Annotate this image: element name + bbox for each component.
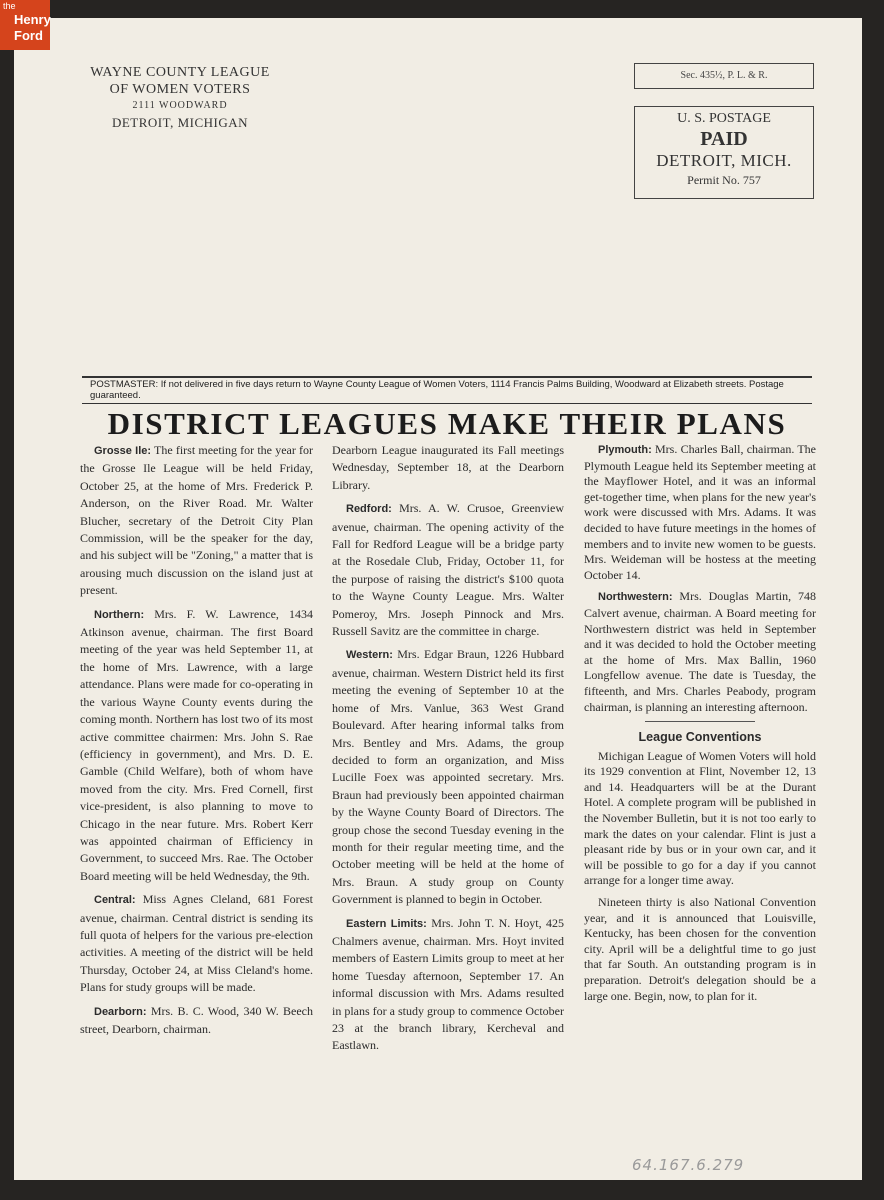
district-text: Mrs. A. W. Crusoe, Greenview avenue, chairman. The opening activity of the Fall for Redford League will be a bridge party at the Rosedale Club, Friday, October 11, for the purpose of raising the district's $100 quota to the Wayne County League. Mrs. Walter Pomeroy, Mrs. Joseph Pinnock and Mrs. Russell Savitz are the committee in charge. [332, 501, 565, 639]
district-text: Mrs. F. W. Lawrence, 1434 Atkinson avenue, chairman. The first Board meeting of the year was held September 11, at the home of Mrs. Lawrence, with a large attendance. Plans were made for co-operating in the various Wayne County events during the coming month. Northern has lost two of its most active committee chairmen: Mrs. John S. Rae (efficiency in government), and Mrs. D. E. Gamble (Child Welfare), both of whom have moved from the city. Mrs. Fred Cornell, first vice-president, is also planning to move to Chicago in the near future. Mrs. Robert Kerr was appointed chairman of Efficiency in Government, to succeed Mrs. Rae. The October Board meeting will be held Wednesday, the 9th. [80, 606, 313, 883]
district-label: Northern: [94, 608, 145, 621]
district-paragraph [80, 606, 313, 886]
return-address [70, 64, 290, 131]
postage-line1: U. S. POSTAGE [677, 111, 771, 126]
logo-henry: Henry [14, 12, 51, 27]
return-address-line3: 2111 WOODWARD [132, 100, 228, 111]
district-text: Miss Agnes Cleland, 681 Forest avenue, chairman. Central district is sending its full quota of helpers for the various pre-election activities. A meeting of the district will be held Thursday, October 24, at Miss Cleland's home. Plans for study groups will be made. [80, 892, 313, 995]
headline: DISTRICT LEAGUES MAKE THEIR PLANS [107, 406, 787, 441]
district-label: Western: [346, 649, 393, 662]
district-paragraph [332, 442, 564, 494]
conventions-paragraph: Nineteen thirty is also National Convention year, and it is announced that Louisville, Kentucky, has been chosen for the convention city. April will be a delightful time to go just that far South. An outstanding program is in preparation. Detroit's delegation should be a large one. Begin, now, to plan for it. [584, 895, 816, 1003]
conventions-heading: League Conventions [638, 730, 762, 745]
district-label: Plymouth: [598, 444, 652, 456]
postage-paid: PAID [700, 128, 748, 150]
postage-permit: Permit No. 757 [687, 173, 761, 187]
district-paragraph [332, 646, 564, 908]
district-text: Mrs. B. C. Wood, 340 W. Beech street, Dearborn, chairman. [80, 1003, 314, 1036]
return-address-line1: WAYNE COUNTY LEAGUE [90, 65, 270, 80]
postage-city: DETROIT, MICH. [656, 151, 792, 170]
district-paragraph [332, 500, 564, 640]
district-label: Grosse Ile: [94, 445, 152, 457]
conventions-paragraph: Michigan League of Women Voters will hold its 1929 convention at Flint, November 12, 13 and 14. Headquarters will be at the Durant Hotel. A complete program will be published in the November Bulletin, but it is not too early to mark the dates on your calendar. Flint is just a pleasant ride by bus or in your own car, and it will be possible to go for a day if you cannot arrange for a longer time away. [584, 748, 816, 888]
district-paragraph [80, 891, 313, 996]
district-paragraph [584, 589, 816, 715]
logo-ford: Ford [14, 28, 43, 43]
column-2 [332, 442, 564, 1061]
district-paragraph [80, 442, 313, 600]
district-paragraph [584, 442, 816, 583]
district-text: Mrs. Douglas Martin, 748 Calvert avenue, chairman. A Board meeting for Northwestern district was held in September and it was decided to hold the October meeting at the home of Mrs. Max Ballin, 1960 Longfellow avenue. The date is Tuesday, the fifteenth, and Mrs. Charles Peabody, program chairman, is planning an interesting afternoon. [584, 589, 816, 714]
district-label: Dearborn: [94, 1005, 147, 1018]
accession-number: 64.167.6.279 [632, 1156, 745, 1174]
postage-indicia [634, 106, 814, 199]
district-label: Eastern Limits: [346, 917, 427, 930]
postal-section-box: Sec. 435½, P. L. & R. [634, 63, 814, 89]
bottom-rule [82, 403, 812, 404]
district-text: Mrs. Charles Ball, chairman. The Plymouth League held its September meeting at the Mayflower Hotel, and it was an informal get-together time, when plans for the new year's work were discussed with Mrs. Adams. It was decided to have future meetings in the homes of members and to invite new women to be guests. Mrs. Weideman will be hostess at the meeting October 14. [584, 442, 817, 582]
district-label: Central: [94, 894, 136, 907]
district-text: Mrs. Edgar Braun, 1226 Hubbard avenue, chairman. Western District held its first meeting the evening of September 10 at the home of Mrs. Vanlue, 363 West Grand Boulevard. After hearing informal talks from Mrs. Bentley and Mrs. Adams, the group decided to form an organization, and Miss Lucille Foex was appointed secretary. Mrs. Braun had previously been appointed chairman by the Wayne County Board of Directors. The group chose the second Tuesday evening in the month for their regular meeting time, and the October meeting will be held at the home of Mrs. Braun. A study group on County Government is planned to begin in October. [332, 647, 565, 907]
district-label: Northwestern: [598, 591, 673, 604]
column-1 [80, 442, 313, 1044]
top-rule [82, 376, 812, 378]
district-text: The first meeting for the year for the Grosse Ile League will be held Friday, October 25, at the home of Mrs. Frederick P. Anderson, on the River Road. Mr. Walter Blucher, secretary of the Detroit City Plan Commission, will be the speaker for the day, and his subject will be "Zoning," a matter that is arousing much discussion on the island just at present. [80, 443, 314, 598]
district-paragraph [332, 915, 564, 1055]
henry-ford-logo [0, 0, 50, 50]
district-text: Dearborn League inaugurated its Fall meetings Wednesday, September 18, at the Dearborn Library. [332, 443, 564, 492]
column-3 [584, 442, 816, 1010]
district-label: Redford: [346, 503, 392, 516]
section-divider [645, 721, 755, 722]
return-address-line2: OF WOMEN VOTERS [109, 82, 251, 97]
district-text: Mrs. John T. N. Hoyt, 425 Chalmers avenue, chairman. Mrs. Hoyt invited members of Eastern Limits group to meet at her home Tuesday afternoon, September 17. An informal discussion with Mrs. Adams resulted in plans for a study group to commence October 23 at the branch library, Kercheval and Eastlawn. [332, 915, 564, 1053]
logo-the: the [3, 1, 16, 11]
district-paragraph [80, 1003, 313, 1039]
return-address-line4: DETROIT, MICHIGAN [111, 115, 249, 130]
postmaster-notice: POSTMASTER: If not delivered in five days return to Wayne County League of Women Voters, 1114 Francis Palms Building, Woodward at Elizabeth streets. Postage guaranteed. [90, 379, 784, 401]
